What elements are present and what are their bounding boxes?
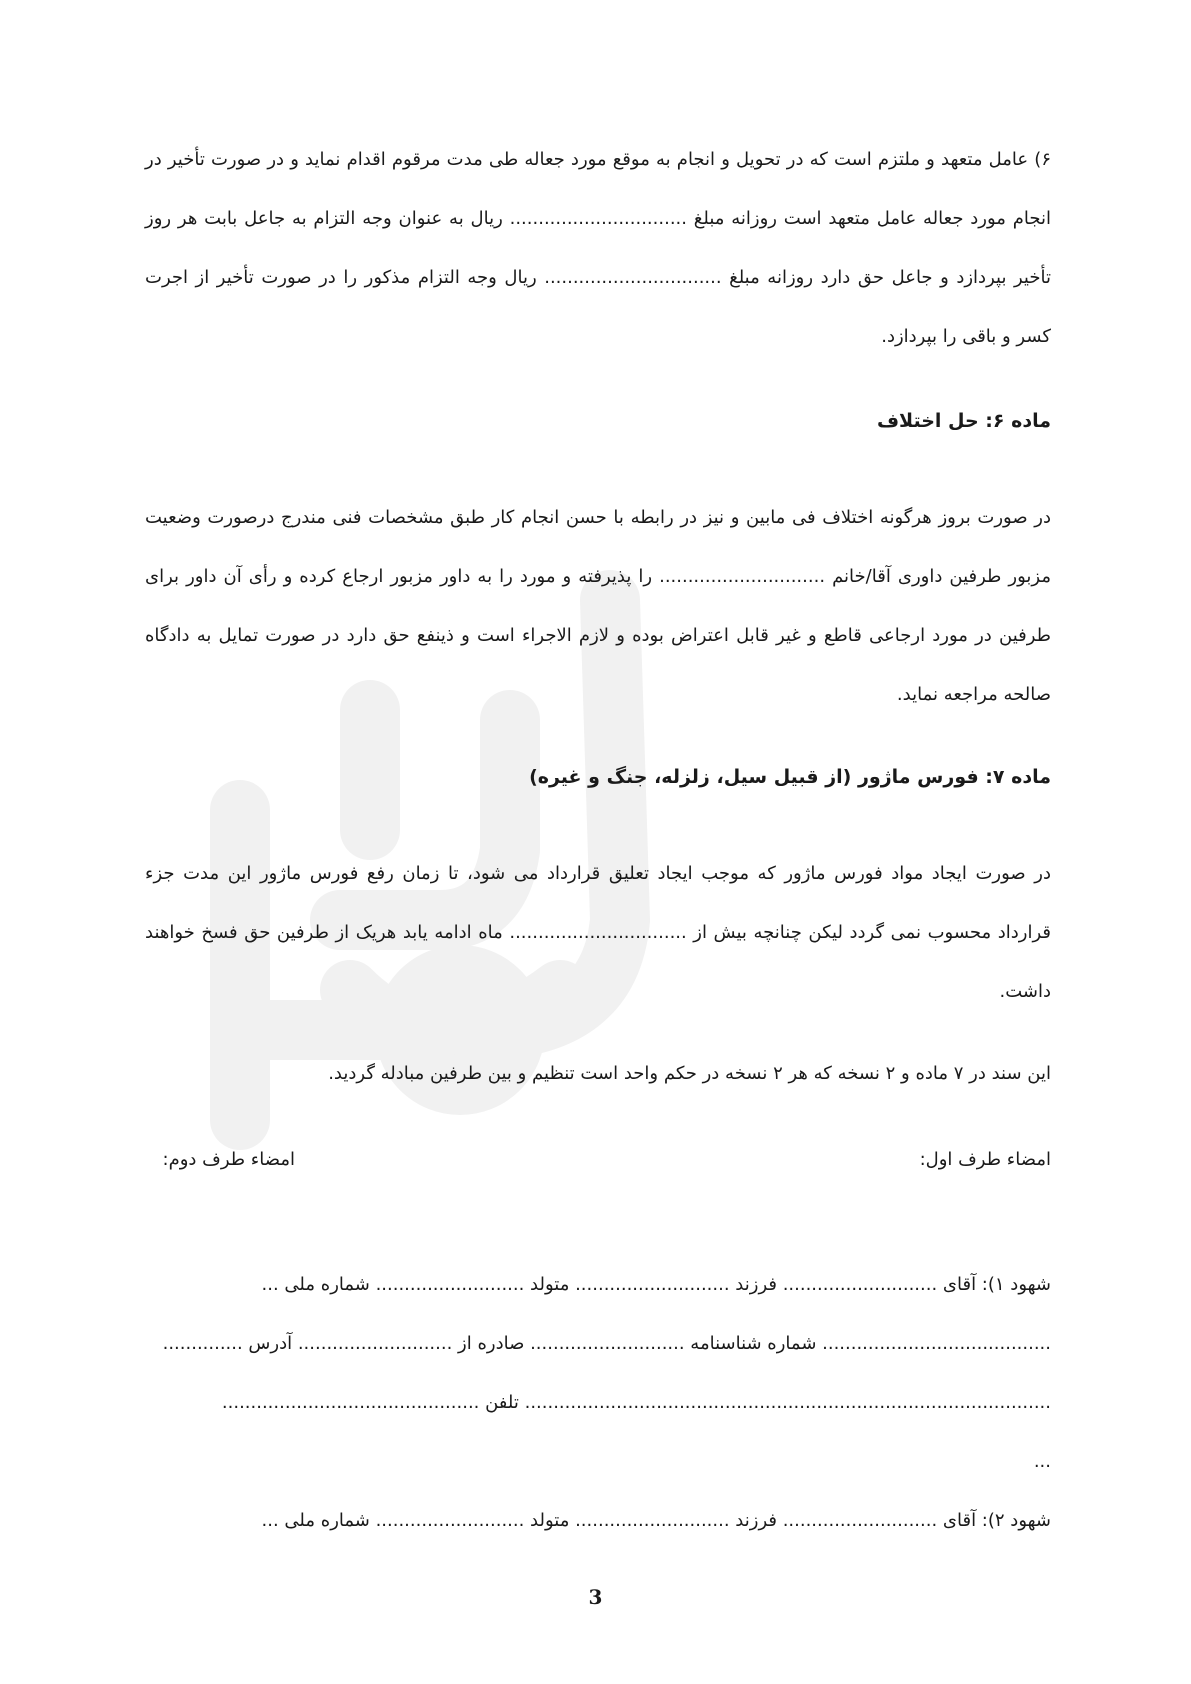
signature-first-party: امضاء طرف اول:	[919, 1149, 1051, 1170]
article-7-body: در صورت ایجاد مواد فورس ماژور که موجب ایجاد تعلیق قرارداد می شود، تا زمان رفع فورس ماژور این مدت جزء قرارداد محسوب نمی گردد لیکن چنانچه بیش از ............................... ماه ادامه یابد هریک از طرفین حق فسخ خواهند داشت.	[145, 863, 1051, 1002]
witness-1-line-2: ........................................ شماره شناسنامه ........................... صادره از ........................... آدرس ..............	[162, 1333, 1051, 1354]
witness-1-line-4: ...	[1033, 1451, 1051, 1472]
signature-row	[145, 1145, 1051, 1175]
article-7-heading: ماده ۷: فورس ماژور (از قبیل سیل، زلزله، جنگ و غیره)	[529, 766, 1051, 788]
article-6-heading: ماده ۶: حل اختلاف	[876, 410, 1051, 432]
article-6-body: در صورت بروز هرگونه اختلاف فی مابین و نیز در رابطه با حسن انجام کار طبق مشخصات فنی مندرج درصورت وضعیت مزبور طرفین داوری آقا/خانم ............................. را پذیرفته و مورد را به داور مزبور ارجاع کرده و رأی آن داور برای طرفین در مورد ارجاعی قاطع و غیر قابل اعتراض بوده و لازم الاجراء است و ذینفع حق دارد در صورت تمایل به دادگاه صالحه مراجعه نماید.	[145, 507, 1051, 705]
witness-section	[145, 1255, 1051, 1550]
closing-statement: این سند در ۷ ماده و ۲ نسخه که هر ۲ نسخه در حکم واحد است تنظیم و بین طرفین مبادله گردید.	[328, 1063, 1051, 1084]
witness-2-line-1: شهود ۲): آقای ........................... فرزند ........................... متولد .......................... شماره ملی ...	[261, 1510, 1051, 1531]
page-number: 3	[588, 1585, 603, 1609]
witness-1-line-3: ............................................................................................ تلفن .............................................	[221, 1392, 1051, 1413]
witness-1-line-1: شهود ۱): آقای ........................... فرزند ........................... متولد .......................... شماره ملی ...	[261, 1274, 1051, 1295]
document-page	[145, 130, 1051, 1550]
signature-second-party: امضاء طرف دوم:	[162, 1149, 295, 1170]
clause-6-item: ۶) عامل متعهد و ملتزم است که در تحویل و انجام به موقع مورد جعاله طی مدت مرقوم اقدام نماید و در صورت تأخیر در انجام مورد جعاله عامل متعهد است روزانه مبلغ ............................... ریال به عنوان وجه التزام به جاعل بابت هر روز تأخیر بپردازد و جاعل حق دارد روزانه مبلغ ............................... ریال وجه التزام مذکور را در صورت تأخیر از اجرت کسر و باقی را بپردازد.	[145, 149, 1051, 347]
